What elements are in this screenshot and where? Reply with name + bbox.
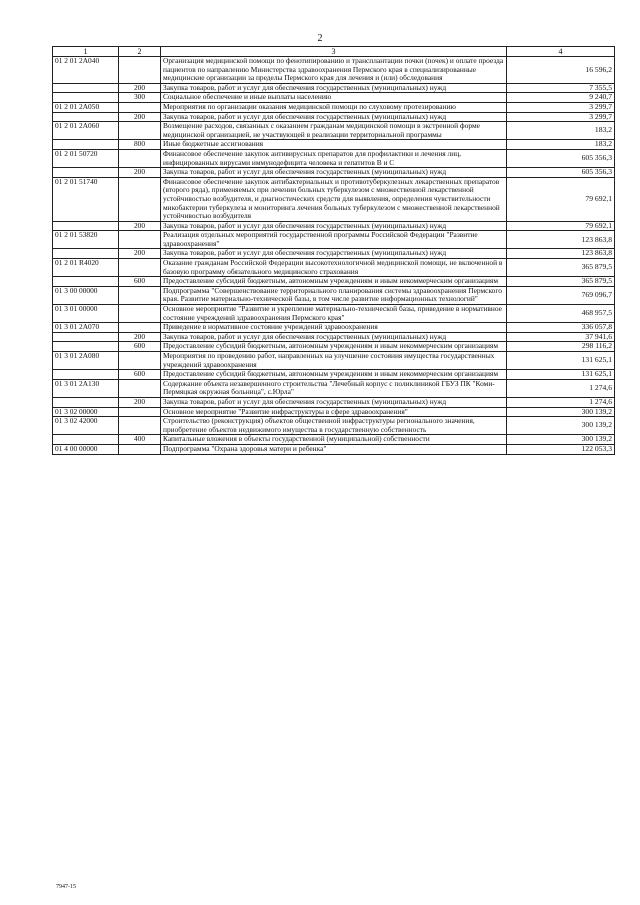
- target-article-code: 01 3 02 00000: [53, 407, 119, 417]
- table-row: [53, 323, 615, 333]
- item-name: Приведение в нормативное состояние учреждений здравоохранения: [161, 323, 507, 333]
- target-article-code: [53, 140, 119, 150]
- target-article-code: 01 3 00 00000: [53, 286, 119, 304]
- table-row: [53, 397, 615, 407]
- target-article-code: 01 3 01 2А070: [53, 323, 119, 333]
- amount-value: 79 692,1: [507, 177, 615, 221]
- target-article-code: [53, 370, 119, 380]
- amount-value: 131 625,1: [507, 352, 615, 370]
- table-row: [53, 149, 615, 167]
- target-article-code: [53, 112, 119, 122]
- item-name: Оказание гражданам Российской Федерации высокотехнологичной медицинской помощи, не включенной в базовую программу обязательного медицинского страхования: [161, 259, 507, 277]
- amount-value: 183,2: [507, 140, 615, 150]
- amount-value: 1 274,6: [507, 397, 615, 407]
- item-name: Возмещение расходов, связанных с оказанием гражданам медицинской помощи в экстренной форме медицинской организацией, не участвующей в реализации территориальной программы: [161, 122, 507, 140]
- expense-type-code: [119, 177, 161, 221]
- expense-type-code: [119, 444, 161, 454]
- expense-type-code: [119, 122, 161, 140]
- target-article-code: [53, 83, 119, 93]
- table-row: [53, 140, 615, 150]
- target-article-code: [53, 342, 119, 352]
- item-name: Подпрограмма "Охрана здоровья матери и ребенка": [161, 444, 507, 454]
- target-article-code: 01 2 01 2А060: [53, 122, 119, 140]
- target-article-code: 01 2 01 53820: [53, 231, 119, 249]
- column-header-2: 2: [119, 47, 161, 57]
- table-row: [53, 249, 615, 259]
- item-name: Финансовое обеспечение закупок антибактериальных и противотуберкулезных лекарственных препаратов (второго ряда), применяемых при лечении больных туберкулезом с множественной лекарственной устойчивостью возбудителя, и диагностических средств для выявления, определения чувствительности микобактерии туберкулеза и мониторинга лечения больных туберкулезом с множественной лекарственной устойчивостью возбудителя: [161, 177, 507, 221]
- document-code: 7947-15: [56, 884, 76, 890]
- table-header-row: [53, 47, 615, 57]
- item-name: Реализация отдельных мероприятий государственной программы Российской Федерации "Развитие здравоохранения": [161, 231, 507, 249]
- item-name: Закупка товаров, работ и услуг для обеспечения государственных (муниципальных) нужд: [161, 397, 507, 407]
- expense-type-code: [119, 305, 161, 323]
- amount-value: 605 356,3: [507, 168, 615, 178]
- amount-value: 123 863,8: [507, 249, 615, 259]
- target-article-code: [53, 277, 119, 287]
- item-name: Мероприятия по проведению работ, направленных на улучшение состояния имущества государственных учреждений здравоохранения: [161, 352, 507, 370]
- column-header-3: 3: [161, 47, 507, 57]
- target-article-code: 01 2 01 2А040: [53, 57, 119, 84]
- item-name: Предоставление субсидий бюджетным, автономным учреждениям и иным некоммерческим организациям: [161, 370, 507, 380]
- target-article-code: 01 4 00 00000: [53, 444, 119, 454]
- item-name: Закупка товаров, работ и услуг для обеспечения государственных (муниципальных) нужд: [161, 249, 507, 259]
- table-row: [53, 102, 615, 112]
- table-row: [53, 177, 615, 221]
- target-article-code: 01 3 01 2А130: [53, 379, 119, 397]
- amount-value: 3 299,7: [507, 112, 615, 122]
- expense-type-code: 200: [119, 112, 161, 122]
- table-row: [53, 83, 615, 93]
- column-header-1: 1: [53, 47, 119, 57]
- target-article-code: 01 3 02 42000: [53, 417, 119, 435]
- item-name: Организация медицинской помощи по фенотипированию и трансплантации почки (почек) и оплате проезда пациентов по направлению Министерства здравоохранения Пермского края в специализированные медицинские организации за пределы Пермского края для лечения и (или) обследования: [161, 57, 507, 84]
- item-name: Закупка товаров, работ и услуг для обеспечения государственных (муниципальных) нужд: [161, 332, 507, 342]
- item-name: Закупка товаров, работ и услуг для обеспечения государственных (муниципальных) нужд: [161, 221, 507, 231]
- table-row: [53, 168, 615, 178]
- target-article-code: 01 2 01 50720: [53, 149, 119, 167]
- table-row: [53, 417, 615, 435]
- expense-type-code: 200: [119, 249, 161, 259]
- amount-value: 122 053,3: [507, 444, 615, 454]
- item-name: Мероприятия по организации оказания медицинской помощи по слуховому протезированию: [161, 102, 507, 112]
- table-row: [53, 93, 615, 103]
- amount-value: 365 879,5: [507, 259, 615, 277]
- amount-value: 365 879,5: [507, 277, 615, 287]
- expense-type-code: [119, 407, 161, 417]
- table-row: [53, 286, 615, 304]
- amount-value: 336 057,8: [507, 323, 615, 333]
- table-row: [53, 444, 615, 454]
- item-name: Подпрограмма "Совершенствование территориального планирования системы здравоохранения Пермского края. Развитие материально-технической базы, в том числе развитие информационных технологий": [161, 286, 507, 304]
- amount-value: 300 139,2: [507, 407, 615, 417]
- table-row: [53, 259, 615, 277]
- target-article-code: [53, 435, 119, 445]
- column-header-4: 4: [507, 47, 615, 57]
- item-name: Основное мероприятие "Развитие инфраструктуры в сфере здравоохранения": [161, 407, 507, 417]
- expense-type-code: 200: [119, 332, 161, 342]
- target-article-code: [53, 221, 119, 231]
- table-row: [53, 231, 615, 249]
- budget-table-body: [53, 47, 615, 455]
- amount-value: 605 356,3: [507, 149, 615, 167]
- item-name: Предоставление субсидий бюджетным, автономным учреждениям и иным некоммерческим организациям: [161, 342, 507, 352]
- item-name: Финансовое обеспечение закупок антивирусных препаратов для профилактики и лечения лиц, инфицированных вирусами иммунодефицита человека и гепатитов В и С: [161, 149, 507, 167]
- target-article-code: [53, 168, 119, 178]
- table-row: [53, 57, 615, 84]
- amount-value: 1 274,6: [507, 379, 615, 397]
- table-row: [53, 122, 615, 140]
- item-name: Закупка товаров, работ и услуг для обеспечения государственных (муниципальных) нужд: [161, 168, 507, 178]
- item-name: Предоставление субсидий бюджетным, автономным учреждениям и иным некоммерческим организациям: [161, 277, 507, 287]
- amount-value: 79 692,1: [507, 221, 615, 231]
- item-name: Содержание объекта незавершенного строительства "Лечебный корпус с поликлиникой ГБУЗ ПК "Коми-Пермяцкая окружная больница", с.Юрла": [161, 379, 507, 397]
- amount-value: 7 355,5: [507, 83, 615, 93]
- amount-value: 37 941,6: [507, 332, 615, 342]
- expense-type-code: 300: [119, 93, 161, 103]
- table-row: [53, 332, 615, 342]
- expense-type-code: [119, 323, 161, 333]
- expense-type-code: 200: [119, 397, 161, 407]
- table-row: [53, 435, 615, 445]
- amount-value: 9 240,7: [507, 93, 615, 103]
- target-article-code: 01 3 01 00000: [53, 305, 119, 323]
- amount-value: 769 096,7: [507, 286, 615, 304]
- table-row: [53, 112, 615, 122]
- item-name: Закупка товаров, работ и услуг для обеспечения государственных (муниципальных) нужд: [161, 112, 507, 122]
- amount-value: 298 116,2: [507, 342, 615, 352]
- amount-value: 131 625,1: [507, 370, 615, 380]
- table-row: [53, 342, 615, 352]
- table-row: [53, 305, 615, 323]
- item-name: Социальное обеспечение и иные выплаты населению: [161, 93, 507, 103]
- table-row: [53, 379, 615, 397]
- budget-table: [52, 46, 615, 455]
- expense-type-code: [119, 286, 161, 304]
- expense-type-code: [119, 352, 161, 370]
- target-article-code: [53, 93, 119, 103]
- expense-type-code: [119, 259, 161, 277]
- target-article-code: [53, 397, 119, 407]
- target-article-code: [53, 249, 119, 259]
- expense-type-code: 600: [119, 277, 161, 287]
- amount-value: 300 139,2: [507, 417, 615, 435]
- item-name: Закупка товаров, работ и услуг для обеспечения государственных (муниципальных) нужд: [161, 83, 507, 93]
- expense-type-code: 200: [119, 221, 161, 231]
- item-name: Строительство (реконструкция) объектов общественной инфраструктуры регионального значения, приобретение объектов недвижимого имущества в государственную собственность: [161, 417, 507, 435]
- amount-value: 183,2: [507, 122, 615, 140]
- table-row: [53, 407, 615, 417]
- table-row: [53, 277, 615, 287]
- target-article-code: [53, 332, 119, 342]
- expense-type-code: [119, 417, 161, 435]
- target-article-code: 01 2 01 2А050: [53, 102, 119, 112]
- target-article-code: 01 2 01 51740: [53, 177, 119, 221]
- expense-type-code: [119, 231, 161, 249]
- target-article-code: 01 3 01 2А080: [53, 352, 119, 370]
- amount-value: 468 957,5: [507, 305, 615, 323]
- amount-value: 123 863,8: [507, 231, 615, 249]
- expense-type-code: [119, 102, 161, 112]
- amount-value: 16 596,2: [507, 57, 615, 84]
- amount-value: 3 299,7: [507, 102, 615, 112]
- amount-value: 300 139,2: [507, 435, 615, 445]
- target-article-code: 01 2 01 R4020: [53, 259, 119, 277]
- table-row: [53, 352, 615, 370]
- expense-type-code: 200: [119, 83, 161, 93]
- item-name: Основное мероприятие "Развитие и укрепление материально-технической базы, приведение в нормативное состояние учреждений здравоохранения Пермского края": [161, 305, 507, 323]
- page-number: 2: [317, 33, 323, 44]
- expense-type-code: [119, 149, 161, 167]
- expense-type-code: [119, 57, 161, 84]
- table-row: [53, 221, 615, 231]
- expense-type-code: [119, 379, 161, 397]
- expense-type-code: 600: [119, 370, 161, 380]
- expense-type-code: 800: [119, 140, 161, 150]
- item-name: Капитальные вложения в объекты государственной (муниципальной) собственности: [161, 435, 507, 445]
- expense-type-code: 600: [119, 342, 161, 352]
- expense-type-code: 400: [119, 435, 161, 445]
- expense-type-code: 200: [119, 168, 161, 178]
- table-row: [53, 370, 615, 380]
- item-name: Иные бюджетные ассигнования: [161, 140, 507, 150]
